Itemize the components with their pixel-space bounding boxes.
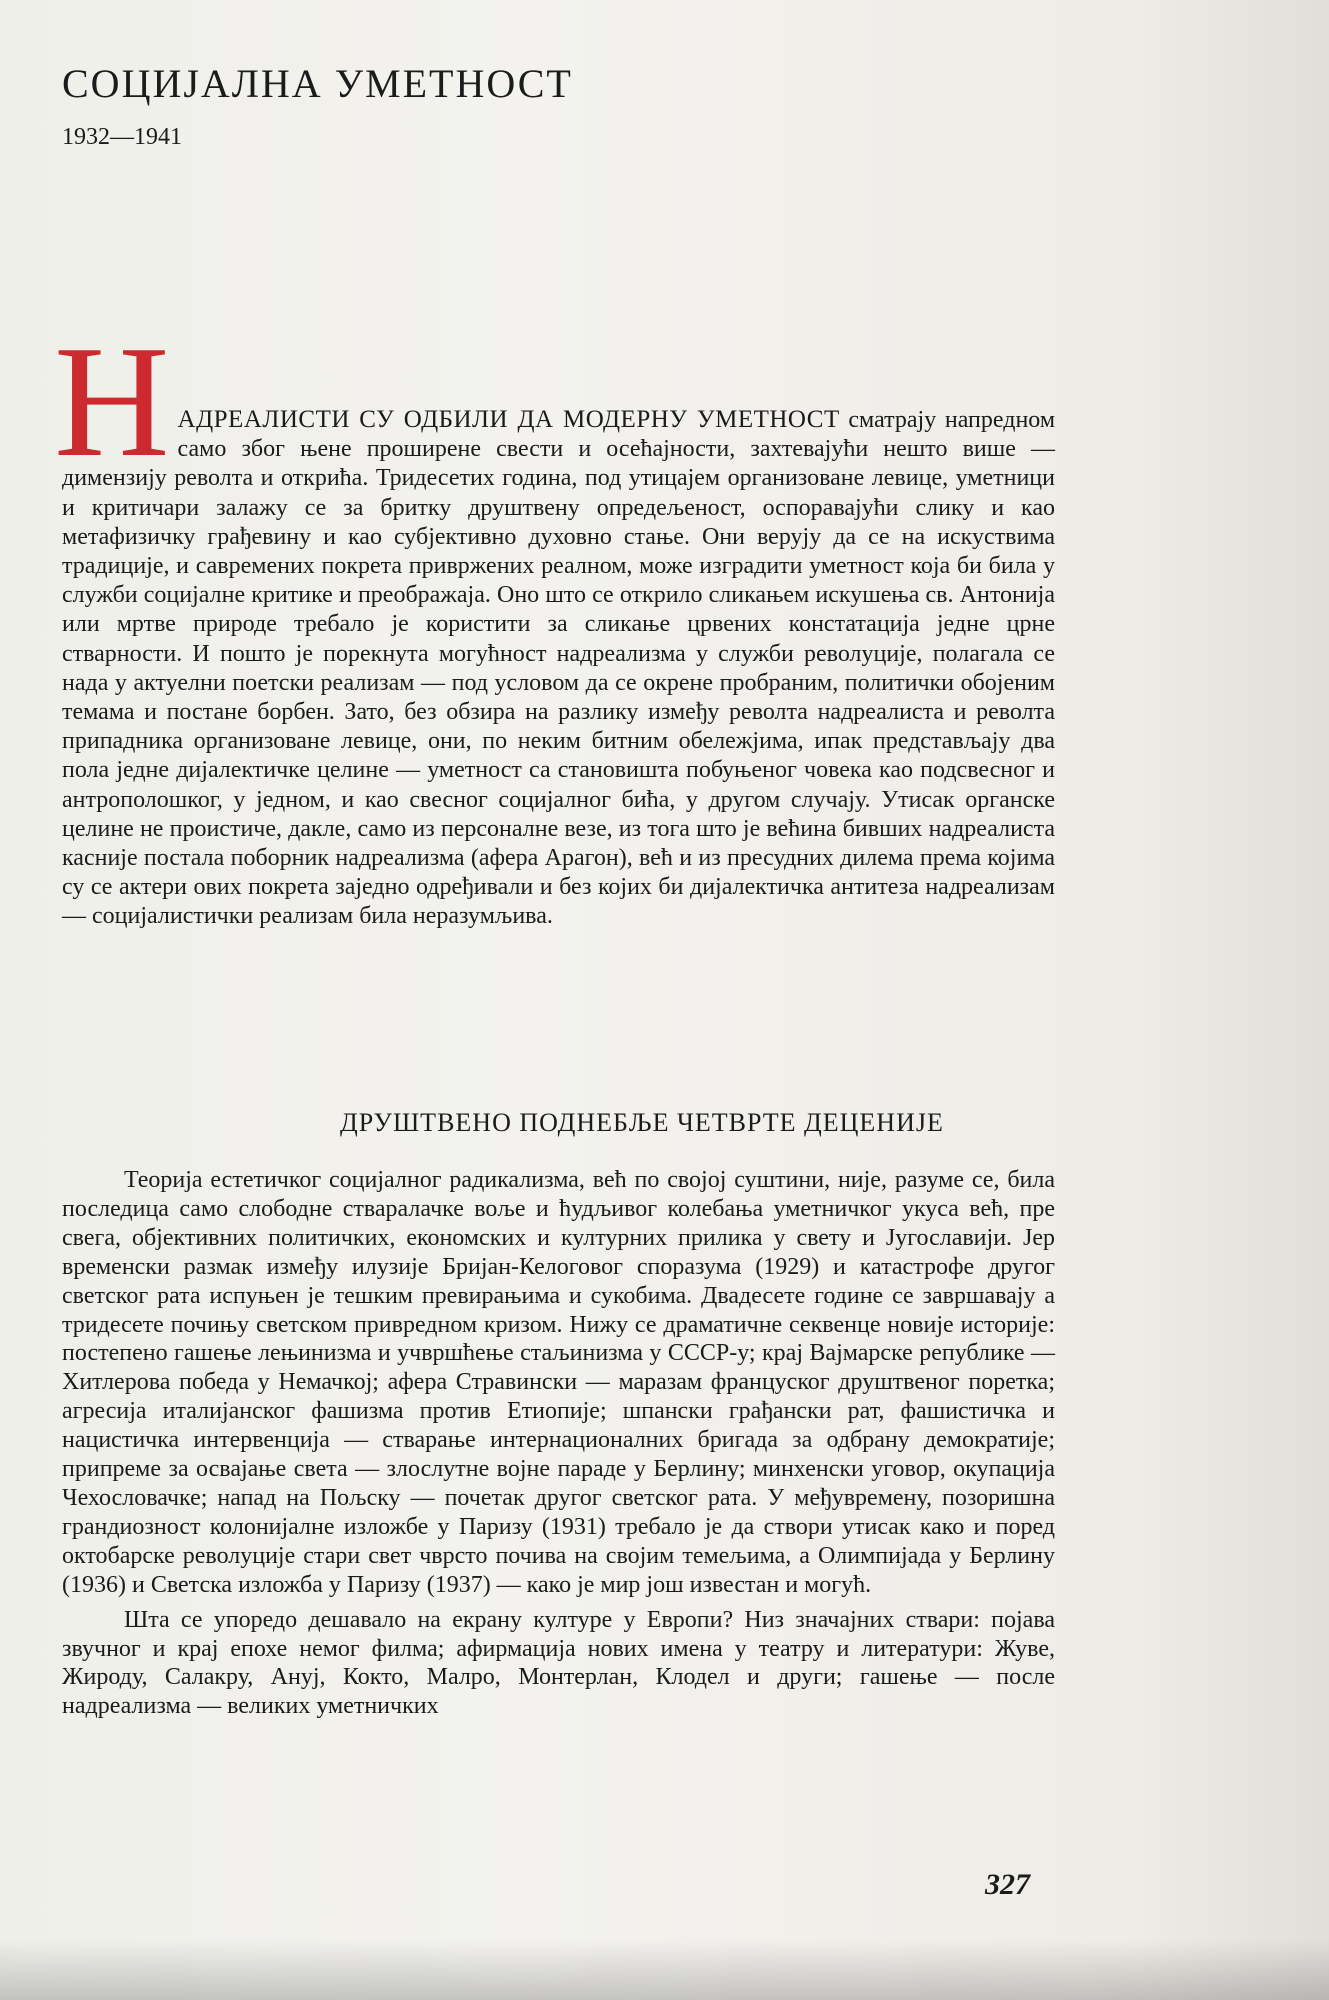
section-body xyxy=(62,1166,1055,1727)
intro-paragraph xyxy=(62,345,1055,932)
section-paragraph-1: Теорија естетичког социјалног радикализма, већ по својој суштини, није, разуме се, била последица само слободне стваралачке воље и ћудљивог колебања уметничког укуса већ, пре свега, објективних политичких, економских и културних прилика у свету и Југославији. Јер временски размак између илузије Бријан-Келоговог споразума (1929) и катастрофе другог светског рата испуњен је тешким превирањима и сукобима. Двадесете године се завршавају а тридесете почињу светском привредном кризом. Нижу се драматичне секвенце новије историје: постепено гашење лењинизма и учвршћење стаљинизма у СССР-у; крај Вајмарске републике — Хитлерова победа у Немачкој; афера Стравински — маразам француског друштвеног поретка; агресија италијанског фашизма против Етиопије; шпански грађански рат, фашистичка и нацистичка интервенција — стварање интернационалних бригада за одбрану демократије; припреме за освајање света — злослутне војне параде у Берлину; минхенски уговор, окупација Чехословачке; напад на Пољску — почетак другог светског рата. У међувремену, позоришна грандиозност колонијалне изложбе у Паризу (1931) требало је да створи утисак како и поред октобарске револуције стари свет чврсто почива на својим темељима, а Олимпијада у Берлину (1936) и Светска изложба у Паризу (1937) — како је мир још известан и могућ. xyxy=(62,1167,1055,1598)
intro-text: сматрају напредном само због њене проширене свести и осећајности, захтевајући нешто више — димензију револта и открића. Тридесетих година, под утицајем организоване левице, уметници и критичари залажу се за бритку друштвену опредељеност, оспоравајући слику и као метафизичку грађевину и као субјективно духовно стање. Они верују да се на искуствима традиције, и савремених покрета привржених реалном, може изградити уметност која би била у служби социјалне критике и преображаја. Оно што се открило сликањем искушења св. Антонија или мртве природе требало је користити за сликање црвених констатација једне црне стварности. И пошто је порекнута могућност надреализма у служби револуције, полагала се нада у актуелни поетски реализам — под условом да се окрене пробраним, политички обојеним темама и постане борбен. Зато, без обзира на разлику између револта надреалиста и револта припадника организоване левице, они, по неким битним обележјима, ипак представљају два пола једне дијалектичке целине — уметност са становишта побуњеног човека као подсвесног и антрополошког, у једном, и као свесног социјалног бића, у другом случају. Утисак органске целине не проистиче, дакле, само из персоналне везе, из тога што је већина бивших надреалиста касније постала поборник надреализма (афера Арагон), већ и из пресудних дилема према којима су се актери ових покрета заједно одређивали и без којих би дијалектичка антитеза надреализам — социјалистички реализам била неразумљива. xyxy=(62,407,1056,930)
section-heading: ДРУШТВЕНО ПОДНЕБЉЕ ЧЕТВРТЕ ДЕЦЕНИЈЕ xyxy=(340,1108,944,1137)
drop-cap: Н xyxy=(54,312,170,490)
chapter-title: СОЦИЈАЛНА УМЕТНОСТ xyxy=(62,61,573,106)
page-number: 327 xyxy=(985,1868,1030,1901)
intro-block xyxy=(54,312,1056,932)
page-shadow-bottom xyxy=(0,1940,1329,2000)
lead-caps: АДРЕАЛИСТИ СУ ОДБИЛИ ДА МОДЕРНУ УМЕТНОСТ xyxy=(177,406,840,433)
chapter-years: 1932—1941 xyxy=(62,124,182,150)
section-paragraph-2: Шта се упоредо дешавало на екрану културе у Европи? Низ значајних ствари: појава звучног и крај епохе немог филма; афирмација нових имена у театру и литератури: Жуве, Жироду, Салакру, Ануј, Кокто, Малро, Монтерлан, Клодел и други; гашење — после надреализма — великих уметничких xyxy=(62,1606,1055,1720)
page-shadow-right xyxy=(1129,0,1329,2000)
